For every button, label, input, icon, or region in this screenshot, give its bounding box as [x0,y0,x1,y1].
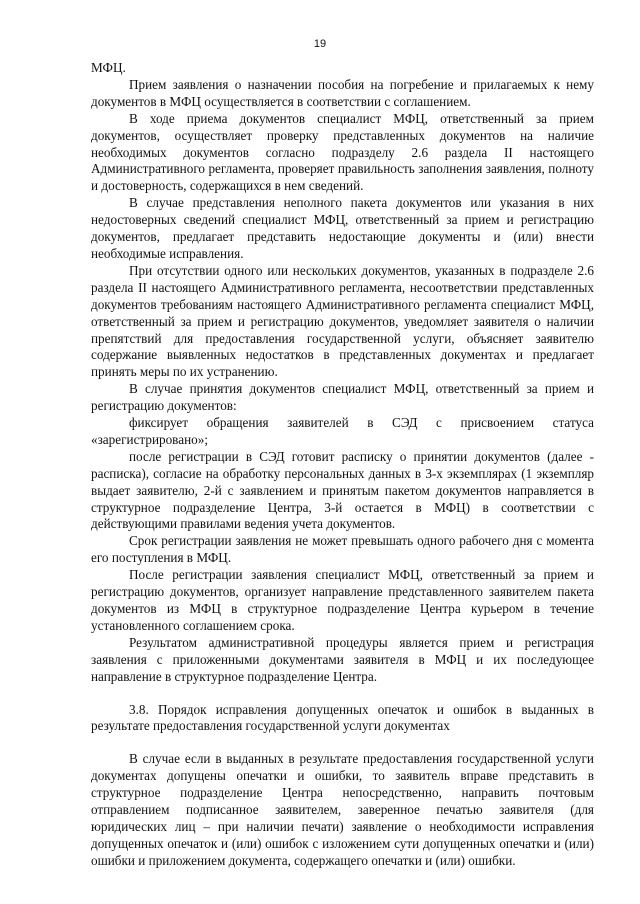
paragraph: фиксирует обращения заявителей в СЭД с присвоением статуса «зарегистрировано»; [91,415,594,447]
paragraph: Результатом административной процедуры является прием и регистрация заявления с приложенными документами заявителя в МФЦ и их последующее направление в структурное подразделение Центра. [91,634,594,684]
paragraph: после регистрации в СЭД готовит расписку о принятии документов (далее - расписка), согласие на обработку персональных данных в 3-х экземплярах (1 экземпляр выдает заявителю, 2-й с заявлением и принятым пакетом документов направляется в структурное подразделение Центра, 3-й остается в МФЦ) в соответствии с действующими правилами ведения учета документов. [91,448,594,532]
paragraph: Прием заявления о назначении пособия на погребение и прилагаемых к нему документов в МФЦ осуществляется в соответствии с соглашением. [91,76,594,109]
paragraph: В ходе приема документов специалист МФЦ, ответственный за прием документов, осуществляет проверку представленных документов на наличие необходимых документов согласно подразделу 2.6 раздела II настоящего Административного регламента, проверяет правильность заполнения заявления, полноту и достоверность, содержащихся в нем сведений. [91,110,594,194]
paragraph: В случае принятия документов специалист МФЦ, ответственный за прием и регистрацию документов: [91,381,594,414]
paragraph: В случае если в выданных в результате предоставления государственной услуги документах допущены опечатки и ошибки, то заявитель вправе представить в структурное подразделение Центра непосредственно, направить почтовым отправлением подписанное заявителем, заверенное печатью заявителя (для юридических лиц – при наличии печати) заявление о необходимости исправления допущенных опечаток и (или) ошибок с изложением сути допущенных опечатки и (или) ошибки и приложением документа, содержащего опечатки и (или) ошибки. [91,751,594,868]
paragraph: После регистрации заявления специалист МФЦ, ответственный за прием и регистрацию документов, организует направление представленного заявителем пакета документов из МФЦ в структурное подразделение Центра курьером в течение установленного соглашением срока. [91,567,594,633]
section-heading: 3.8. Порядок исправления допущенных опечаток и ошибок в выданных в результате предоставления государственной услуги документах [91,701,594,734]
paragraph-continuation: МФЦ. [91,60,126,75]
page-number: 19 [313,38,327,50]
paragraph: Срок регистрации заявления не может превышать одного рабочего дня с момента его поступления в МФЦ. [91,533,594,566]
paragraph: При отсутствии одного или нескольких документов, указанных в подразделе 2.6 раздела II настоящего Административного регламента, несоответствии представленных документов требованиям настоящего Административного регламента специалист МФЦ, ответственный за прием и регистрацию документов, уведомляет заявителя о наличии препятствий для предоставления государственной услуги, объясняет заявителю содержание выявленных недостатков в представленных документах и предлагает принять меры по их устранению. [91,262,594,380]
paragraph: В случае представления неполного пакета документов или указания в них недостоверных сведений специалист МФЦ, ответственный за прием и регистрацию документов, предлагает представить недостающие документы и (или) внести необходимые исправления. [91,195,594,261]
document-body [91,60,594,870]
